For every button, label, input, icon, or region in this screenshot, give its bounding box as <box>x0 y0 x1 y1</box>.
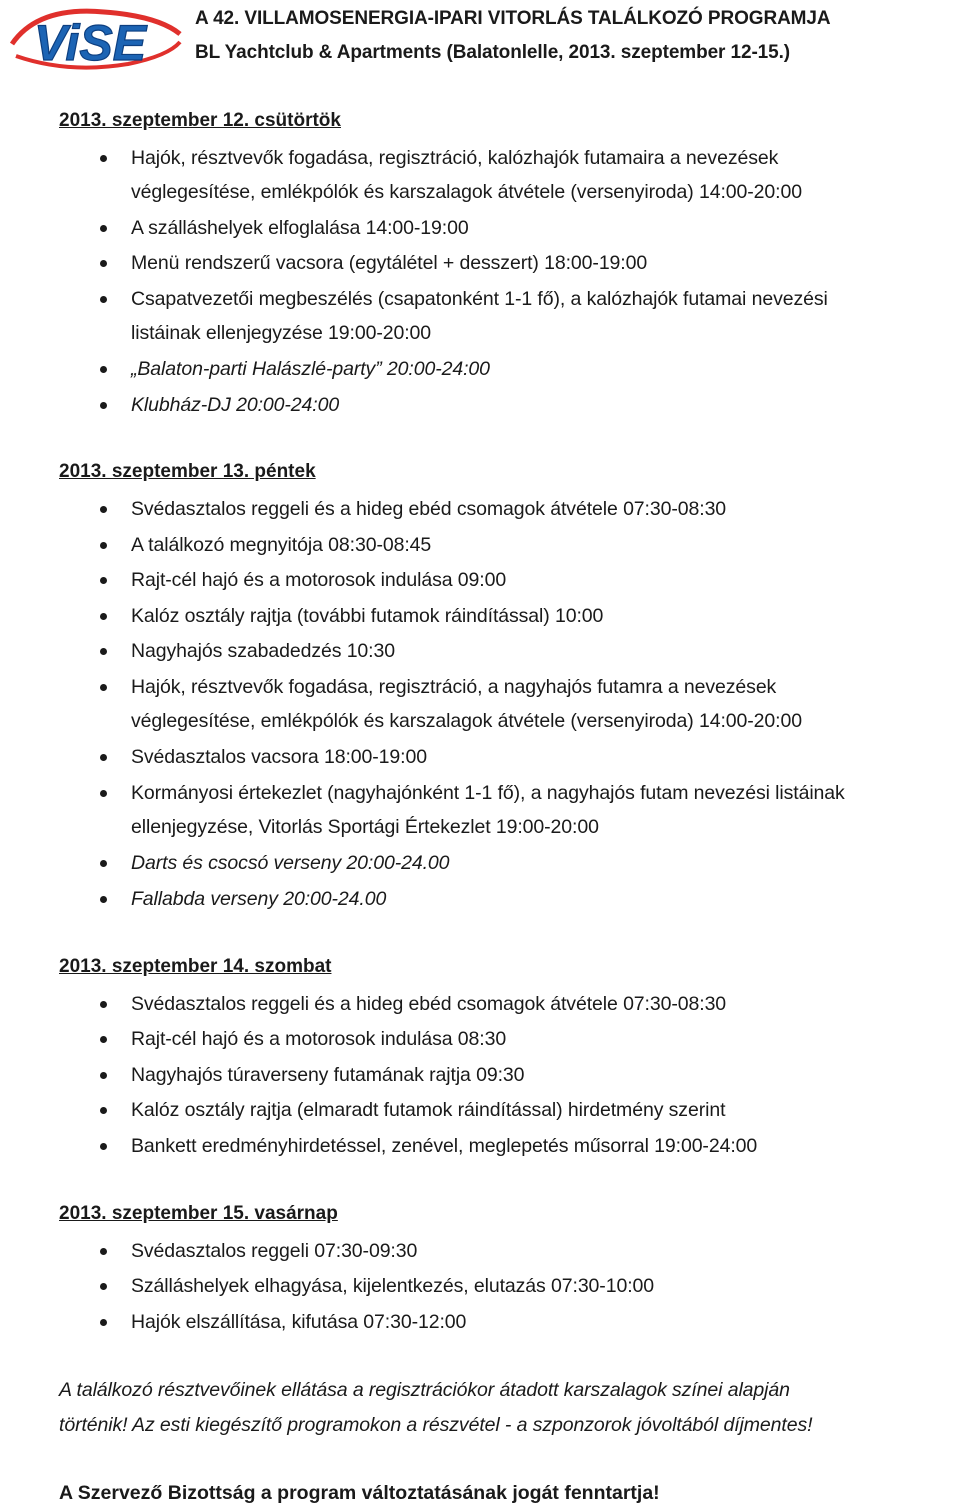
list-item: Kalóz osztály rajtja (további futamok ráindítással) 10:00 <box>131 605 604 627</box>
list-item: Hajók elszállítása, kifutása 07:30-12:00 <box>131 1311 467 1333</box>
list-item: Nagyhajós túraverseny futamának rajtja 09:30 <box>131 1064 525 1086</box>
bullet-icon <box>100 225 107 232</box>
list-item: Nagyhajós szabadedzés 10:30 <box>131 640 395 662</box>
list-item: Hajók, résztvevők fogadása, regisztráció, a nagyhajós futamra a nevezések <box>131 676 777 698</box>
vise-logo <box>8 4 184 76</box>
day-heading-2: 2013. szeptember 13. péntek <box>59 461 316 482</box>
bullet-icon <box>100 506 107 513</box>
bullet-icon <box>100 684 107 691</box>
footnote-line-1: A találkozó résztvevőinek ellátása a regisztrációkor átadott karszalagok színei alapján <box>59 1379 790 1401</box>
logo-text: ViSE <box>34 15 147 71</box>
bullet-icon <box>100 1072 107 1079</box>
bullet-icon <box>100 1143 107 1150</box>
list-item: Kormányosi értekezlet (nagyhajónként 1-1 fő), a nagyhajós futam nevezési listáinak <box>131 782 845 804</box>
list-item: Bankett eredményhirdetéssel, zenével, meglepetés műsorral 19:00-24:00 <box>131 1135 758 1157</box>
bullet-icon <box>100 577 107 584</box>
list-item: Csapatvezetői megbeszélés (csapatonként 1-1 fő), a kalózhajók futamai nevezési <box>131 288 828 310</box>
list-item: Svédasztalos vacsora 18:00-19:00 <box>131 746 427 768</box>
list-item: A szálláshelyek elfoglalása 14:00-19:00 <box>131 217 469 239</box>
list-item: „Balaton-parti Halászlé-party” 20:00-24:00 <box>131 358 490 380</box>
bullet-icon <box>100 613 107 620</box>
list-item: Fallabda verseny 20:00-24.00 <box>131 888 387 910</box>
bullet-icon <box>100 296 107 303</box>
list-item: Svédasztalos reggeli 07:30-09:30 <box>131 1240 418 1262</box>
bullet-icon <box>100 1001 107 1008</box>
bullet-icon <box>100 860 107 867</box>
organizer-disclaimer: A Szervező Bizottság a program változtatásának jogát fenntartja! <box>59 1482 660 1504</box>
list-item: Hajók, résztvevők fogadása, regisztráció, kalózhajók futamaira a nevezések <box>131 147 779 169</box>
list-item: Szálláshelyek elhagyása, kijelentkezés, elutazás 07:30-10:00 <box>131 1275 654 1297</box>
day-heading-1: 2013. szeptember 12. csütörtök <box>59 110 341 131</box>
list-item: Svédasztalos reggeli és a hideg ebéd csomagok átvétele 07:30-08:30 <box>131 498 727 520</box>
bullet-icon <box>100 1319 107 1326</box>
footnote-line-2: történik! Az esti kiegészítő programokon a részvétel - a szponzorok jóvoltából díjmentes! <box>59 1414 813 1436</box>
day-heading-4: 2013. szeptember 15. vasárnap <box>59 1203 338 1224</box>
bullet-icon <box>100 896 107 903</box>
list-item: Darts és csocsó verseny 20:00-24.00 <box>131 852 450 874</box>
program-title: A 42. VILLAMOSENERGIA-IPARI VITORLÁS TALÁLKOZÓ PROGRAMJA <box>195 8 831 29</box>
list-item: Menü rendszerű vacsora (egytálétel + desszert) 18:00-19:00 <box>131 252 648 274</box>
bullet-icon <box>100 754 107 761</box>
list-item: A találkozó megnyitója 08:30-08:45 <box>131 534 432 556</box>
bullet-icon <box>100 1036 107 1043</box>
bullet-icon <box>100 402 107 409</box>
list-item-continuation: listáinak ellenjegyzése 19:00-20:00 <box>131 322 432 344</box>
day-heading-3: 2013. szeptember 14. szombat <box>59 956 332 977</box>
list-item: Rajt-cél hajó és a motorosok indulása 09:00 <box>131 569 507 591</box>
bullet-icon <box>100 260 107 267</box>
list-item: Rajt-cél hajó és a motorosok indulása 08:30 <box>131 1028 507 1050</box>
list-item-continuation: véglegesítése, emlékpólók és karszalagok átvétele (versenyiroda) 14:00-20:00 <box>131 181 802 203</box>
bullet-icon <box>100 1107 107 1114</box>
list-item: Klubház-DJ 20:00-24:00 <box>131 394 340 416</box>
list-item-continuation: véglegesítése, emlékpólók és karszalagok átvétele (versenyiroda) 14:00-20:00 <box>131 710 802 732</box>
venue-subtitle: BL Yachtclub & Apartments (Balatonlelle, 2013. szeptember 12-15.) <box>195 42 791 63</box>
bullet-icon <box>100 542 107 549</box>
list-item: Kalóz osztály rajtja (elmaradt futamok ráindítással) hirdetmény szerint <box>131 1099 726 1121</box>
list-item: Svédasztalos reggeli és a hideg ebéd csomagok átvétele 07:30-08:30 <box>131 993 727 1015</box>
bullet-icon <box>100 1283 107 1290</box>
bullet-icon <box>100 366 107 373</box>
bullet-icon <box>100 790 107 797</box>
bullet-icon <box>100 648 107 655</box>
bullet-icon <box>100 155 107 162</box>
bullet-icon <box>100 1248 107 1255</box>
list-item-continuation: ellenjegyzése, Vitorlás Sportági Értekezlet 19:00-20:00 <box>131 816 599 838</box>
